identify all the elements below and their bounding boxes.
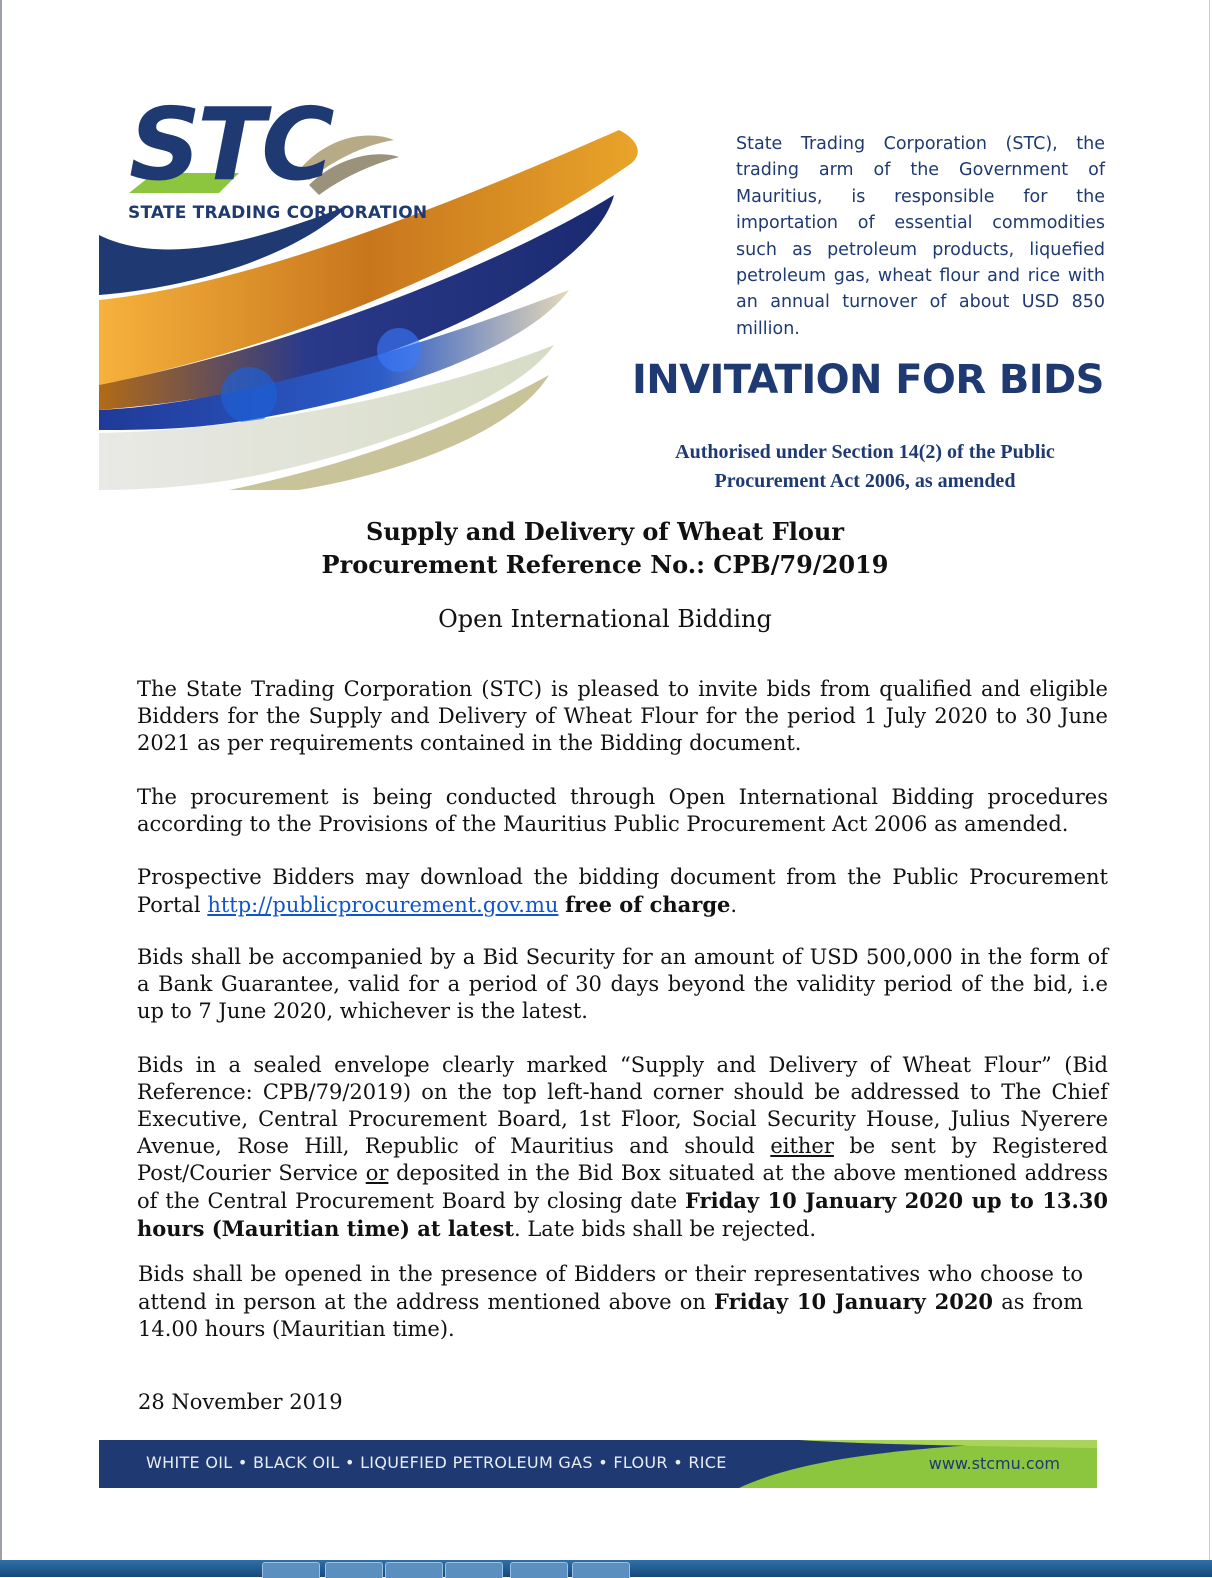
paragraph-invitation: The State Trading Corporation (STC) is pleased to invite bids from qualified and eligible Bidders for the Supply and Delivery of Wheat Flour for the period 1 July 2020 to 30 June 2021 as per requirements contained in the Bidding document. <box>137 677 1108 755</box>
footer-website[interactable]: www.stcmu.com <box>928 1454 1060 1473</box>
organization-description: State Trading Corporation (STC), the trading arm of the Government of Mauritius, is responsible for the importation of essential commodities such as petroleum products, liquefied petroleum gas, wheat flour and rice with an annual turnover of about USD 850 million. <box>736 134 1105 339</box>
submission-text-d: . Late bids shall be rejected. <box>514 1217 817 1241</box>
closing-date: Friday 10 January 2020 up to 13.30 hours (Mauritian time) at latest <box>137 1188 1108 1241</box>
taskbar-item[interactable] <box>445 1562 503 1578</box>
opening-text-a: Bids shall be opened in the presence of Bidders or their representatives who choose to attend in person at the address mentioned above on <box>138 1262 1083 1314</box>
or-underlined: or <box>365 1161 389 1185</box>
notice-date: 28 November 2019 <box>138 1390 343 1414</box>
page-right-border <box>1209 0 1210 1560</box>
authorisation-line-2: Procurement Act 2006, as amended <box>714 470 1016 492</box>
page-left-border <box>0 0 2 1560</box>
paragraph-opening <box>138 1261 1083 1343</box>
footer-products: WHITE OIL • BLACK OIL • LIQUEFIED PETROLEUM GAS • FLOUR • RICE <box>146 1453 727 1472</box>
footer-band <box>99 1440 1097 1488</box>
stc-logo-artwork <box>99 86 644 515</box>
download-text-end: . <box>730 893 738 917</box>
paragraph-bid-security: Bids shall be accompanied by a Bid Security for an amount of USD 500,000 in the form of a Bank Guarantee, valid for a period of 30 days beyond the validity period of the bid, i.e up to 7 June 2020, whichever is the latest. <box>137 945 1108 1023</box>
either-underlined: either <box>770 1134 834 1158</box>
os-taskbar <box>0 1560 1212 1577</box>
taskbar-item[interactable] <box>572 1562 630 1578</box>
opening-text-b: as from 14.00 hours (Mauritian time). <box>138 1290 1084 1341</box>
submission-text-a: Bids in a sealed envelope clearly marked “Supply and Delivery of Wheat Flour” (Bid Reference: CPB/79/2019) on the top left-hand corner should be addressed to The Chief Executive, Central Procurement Board, 1st Floor, Social Security House, Julius Nyerere Avenue, Rose Hill, Republic of Mauritius and should <box>137 1053 1108 1158</box>
taskbar-item[interactable] <box>510 1562 568 1578</box>
taskbar-item[interactable] <box>385 1562 443 1578</box>
stc-logo-subtitle: STATE TRADING CORPORATION <box>128 203 428 223</box>
paragraph-download <box>137 864 1108 919</box>
bid-subject <box>100 515 1110 581</box>
subject-title: Supply and Delivery of Wheat Flour <box>366 517 844 546</box>
stc-wordmark: STC <box>129 86 331 203</box>
procurement-reference: Procurement Reference No.: CPB/79/2019 <box>321 550 889 579</box>
procurement-portal-link[interactable]: http://publicprocurement.gov.mu <box>207 893 559 917</box>
free-of-charge-text: free of charge <box>565 892 731 917</box>
bidding-method: Open International Bidding <box>438 605 772 633</box>
authorisation-note <box>640 438 1090 496</box>
download-text: Prospective Bidders may download the bidding document from the Public Procurement Portal <box>137 865 1108 917</box>
paragraph-submission <box>137 1052 1108 1243</box>
paragraph-procedure: The procurement is being conducted through Open International Bidding procedures according to the Provisions of the Mauritius Public Procurement Act 2006 as amended. <box>137 785 1108 836</box>
opening-date: Friday 10 January 2020 <box>714 1289 994 1314</box>
page-title: INVITATION FOR BIDS <box>632 357 1104 403</box>
authorisation-line-1: Authorised under Section 14(2) of the Public <box>675 441 1055 463</box>
taskbar-item[interactable] <box>325 1562 383 1578</box>
submission-text-c: deposited in the Bid Box situated at the above mentioned address of the Central Procurement Board by closing date <box>137 1161 1108 1213</box>
taskbar-item[interactable] <box>262 1562 320 1578</box>
submission-text-b: be sent by Registered Post/Courier Service <box>137 1134 1108 1185</box>
